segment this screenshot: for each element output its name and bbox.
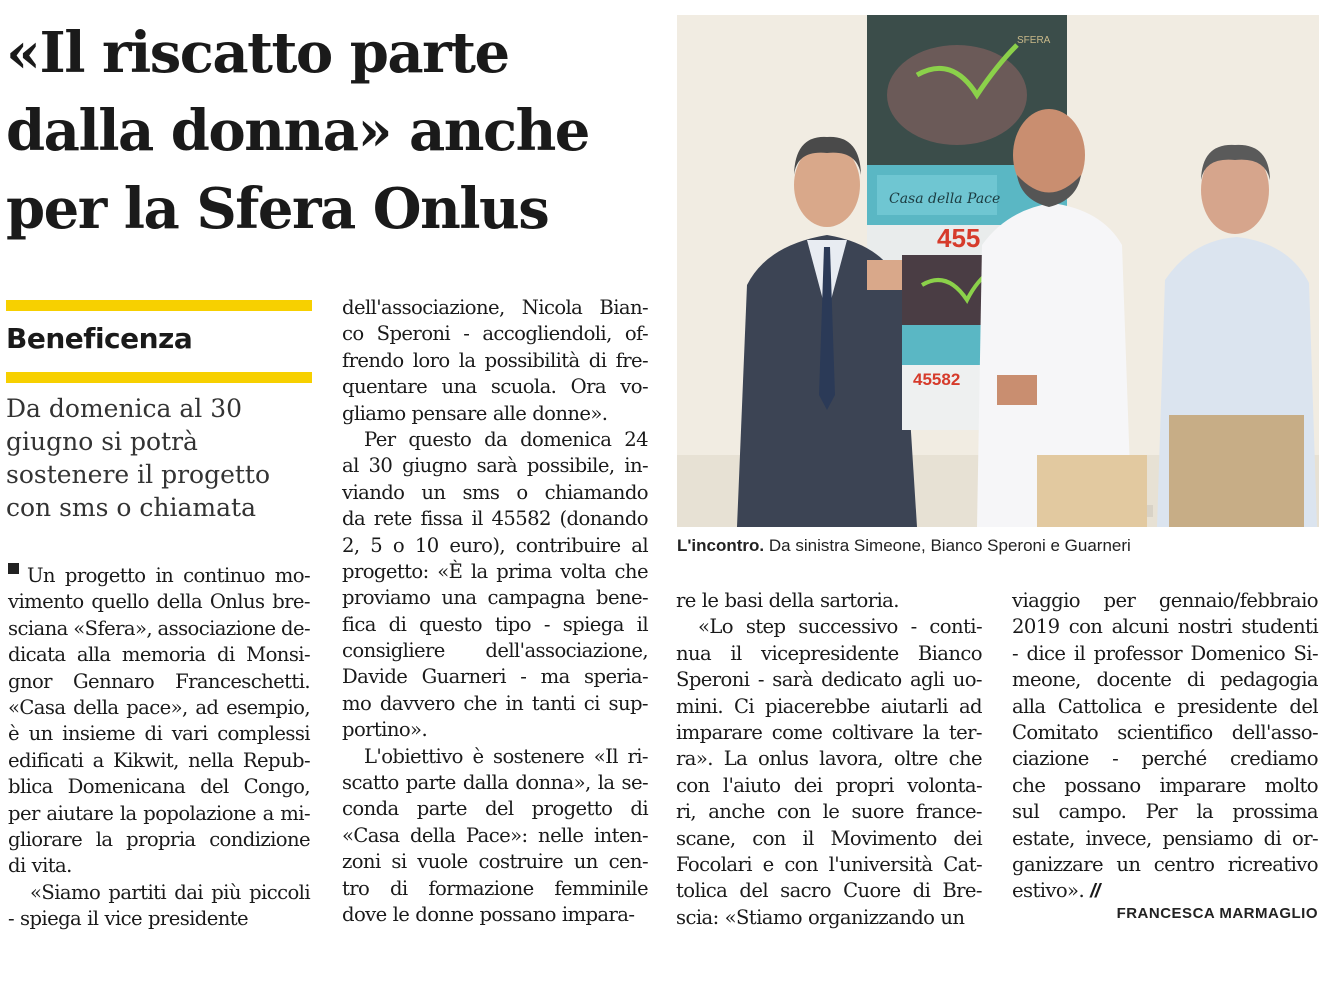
article-line: di vita. bbox=[8, 854, 72, 878]
photo-illustration bbox=[677, 15, 1319, 527]
article-line: tolica del sacro Cuore di Bre- bbox=[676, 879, 982, 903]
article-line: - dice il professor Domenico Si- bbox=[1012, 641, 1318, 665]
headline-line: dalla donna» anche bbox=[6, 98, 589, 164]
article-line: Davide Guarneri - ma speria- bbox=[342, 665, 648, 689]
article-line: re le basi della sartoria. bbox=[676, 589, 899, 612]
article-column-3 bbox=[676, 588, 982, 931]
article-column-2 bbox=[342, 295, 648, 928]
article-line: che possano imparare molto bbox=[1012, 773, 1318, 797]
article-line: «Casa della pace», ad esempio, bbox=[8, 695, 310, 719]
article-line: conda parte del progetto di bbox=[342, 797, 648, 821]
article-line: sciana «Sfera», associazione de- bbox=[8, 616, 310, 640]
poster-number-wall: 455 bbox=[937, 223, 981, 253]
article-line: sul campo. Per la prossima bbox=[1012, 800, 1318, 824]
article-line: tro di formazione femminile bbox=[342, 876, 648, 900]
article-line: Per questo da domenica 24 bbox=[364, 427, 648, 451]
article-line: alla Cattolica e presidente del bbox=[1012, 694, 1318, 718]
article-line: mini. Ci piacerebbe aiutarli ad bbox=[676, 694, 982, 718]
article-line: dicata alla memoria di Monsi- bbox=[8, 643, 310, 667]
headline bbox=[6, 14, 666, 248]
poster-logo: SFERA bbox=[1017, 35, 1051, 46]
article-column-1 bbox=[8, 563, 310, 932]
section-kicker: Beneficenza bbox=[6, 322, 193, 355]
article-photo bbox=[677, 15, 1319, 527]
article-line: «Siamo partiti dai più piccoli bbox=[30, 880, 310, 904]
subheadline-line: Da domenica al 30 bbox=[6, 394, 243, 423]
subheadline-line: con sms o chiamata bbox=[6, 493, 256, 522]
photo-caption bbox=[677, 536, 1131, 556]
subheadline-line: giugno si potrà bbox=[6, 427, 198, 456]
subheadline bbox=[6, 392, 306, 524]
article-line: estivo». // bbox=[1012, 879, 1100, 903]
article-line: meone, docente di pedagogia bbox=[1012, 668, 1318, 692]
article-line: scia: «Stiamo organizzando un bbox=[676, 905, 965, 929]
caption-label: L'incontro. bbox=[677, 536, 765, 555]
article-line: 2019 con alcuni nostri studenti bbox=[1012, 615, 1318, 639]
article-column-4 bbox=[1012, 588, 1318, 905]
kicker-top-bar bbox=[6, 300, 312, 311]
article-line: estate, invece, pensiamo di or- bbox=[1012, 826, 1318, 850]
subheadline-line: sostenere il progetto bbox=[6, 460, 271, 489]
article-line: scatto parte dalla donna», la se- bbox=[342, 771, 648, 795]
article-line: edificati a Kikwit, nella Repub- bbox=[8, 748, 310, 772]
article-line: Focolari e con l'università Cat- bbox=[676, 852, 982, 876]
kicker-bottom-bar bbox=[6, 372, 312, 383]
article-line: ra». La onlus lavora, oltre che bbox=[676, 747, 982, 771]
article-line: consigliere dell'associazione, bbox=[342, 639, 648, 663]
article-line: frendo loro la possibilità di fre- bbox=[342, 348, 648, 372]
article-line: nua il vicepresidente Bianco bbox=[676, 641, 982, 665]
article-line: per aiutare la popolazione a mi- bbox=[8, 801, 310, 825]
author-byline: FRANCESCA MARMAGLIO bbox=[1116, 905, 1318, 922]
article-line: Comitato scientifico dell'asso- bbox=[1012, 720, 1318, 744]
article-line: gliorare la propria condizione bbox=[8, 827, 310, 851]
article-line: blica Domenicana del Congo, bbox=[8, 775, 310, 799]
article-line: al 30 giugno sarà possibile, in- bbox=[342, 454, 648, 478]
caption-text: Da sinistra Simeone, Bianco Speroni e Guarneri bbox=[768, 536, 1131, 555]
article-line: ri, anche con le suore france- bbox=[676, 800, 982, 824]
article-line: ciazione - perché crediamo bbox=[1012, 747, 1318, 771]
article-line: L'obiettivo è sostenere «Il ri- bbox=[364, 744, 648, 768]
article-line: zoni si vuole costruire un cen- bbox=[342, 850, 648, 874]
article-line: viaggio per gennaio/febbraio bbox=[1012, 589, 1318, 612]
poster-number-held: 45582 bbox=[913, 370, 961, 389]
article-line: Speroni - sarà dedicato agli uo- bbox=[676, 668, 982, 692]
article-line: portino». bbox=[342, 718, 428, 742]
article-line: proviamo una campagna bene- bbox=[342, 586, 648, 610]
article-line: è un insieme di vari complessi bbox=[8, 722, 310, 746]
article-line: ganizzare un centro ricreativo bbox=[1012, 852, 1318, 876]
headline-line: per la Sfera Onlus bbox=[6, 176, 549, 242]
article-line: progetto: «È la prima volta che bbox=[342, 559, 648, 583]
article-line: dove le donne possano impara- bbox=[342, 902, 635, 926]
article-line: «Casa della Pace»: nelle inten- bbox=[342, 823, 648, 847]
article-line: da rete fissa il 45582 (donando bbox=[342, 507, 648, 531]
article-line: vimento quello della Onlus bre- bbox=[8, 590, 310, 614]
article-line: scane, con il Movimento dei bbox=[676, 826, 982, 850]
article-line: mo davvero che in tanti ci sup- bbox=[342, 691, 648, 715]
article-line: «Lo step successivo - conti- bbox=[698, 615, 982, 639]
article-line: fica di questo tipo - spiega il bbox=[342, 612, 648, 636]
paragraph-marker bbox=[8, 563, 19, 574]
article-line: co Speroni - accogliendoli, of- bbox=[342, 322, 648, 346]
headline-line: «Il riscatto parte bbox=[6, 20, 509, 86]
article-line: gliamo pensare alle donne». bbox=[342, 401, 608, 425]
article-line: dell'associazione, Nicola Bian- bbox=[342, 296, 648, 319]
article-line: 2, 5 o 10 euro), contribuire al bbox=[342, 533, 648, 557]
article-line: - spiega il vice presidente bbox=[8, 907, 249, 931]
article-line: imparare come coltivare la ter- bbox=[676, 720, 982, 744]
article-line: viando un sms o chiamando bbox=[342, 480, 648, 504]
article-line: Un progetto in continuo mo- bbox=[8, 563, 310, 589]
article-line: quentare una scuola. Ora vo- bbox=[342, 375, 648, 399]
svg-text:Casa della Pace: Casa della Pace bbox=[889, 191, 1001, 207]
article-line: con l'aiuto dei propri volonta- bbox=[676, 773, 982, 797]
article-line: gnor Gennaro Franceschetti. bbox=[8, 669, 310, 693]
